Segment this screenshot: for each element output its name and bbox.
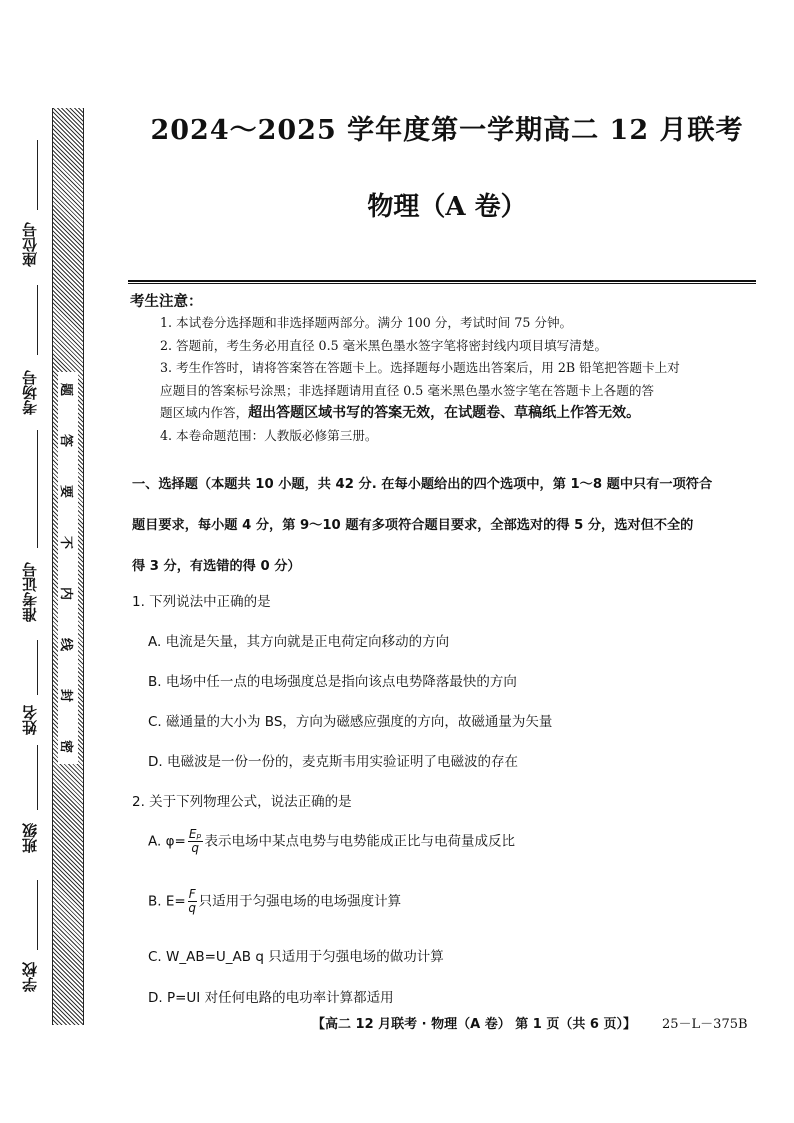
seal-char: 密 (58, 739, 74, 754)
notice-item: 3. 考生作答时，请将答案答在答题卡上。选择题每小题选出答案后，用 2B 铅笔把答题卡上对 (160, 360, 680, 375)
option-a-fraction (188, 828, 203, 855)
notice-item: 1. 本试卷分选择题和非选择题两部分。满分 100 分，考试时间 75 分钟。 (160, 315, 573, 330)
fraction-denominator: q (188, 901, 196, 915)
section-heading-line: 一、选择题（本题共 10 小题，共 42 分. 在每小题给出的四个选项中，第 1～8 题中只有一项符合 (132, 477, 713, 492)
ticket-number-line (37, 430, 38, 548)
question-1-option-a: A. 电流是矢量，其方向就是正电荷定向移动的方向 (148, 634, 450, 650)
question-2-option-d: D. P=UI 对任何电路的电功率计算都适用 (148, 990, 394, 1006)
question-2-stem: 2. 关于下列物理公式，说法正确的是 (132, 794, 352, 810)
paper-code: 25－L－375B (662, 1017, 748, 1032)
fraction-numerator: Eₚ (188, 827, 202, 841)
class-label: 班级 (21, 823, 39, 853)
seal-char: 内 (58, 586, 74, 601)
notice-item-cont (160, 402, 760, 425)
fraction-numerator: F (188, 887, 196, 901)
seal-char: 要 (58, 484, 74, 499)
notice-list (160, 312, 760, 447)
question-1-option-b: B. 电场中任一点的电场强度总是指向该点电势降落最快的方向 (148, 674, 517, 690)
name-line (37, 640, 38, 695)
seal-char: 封 (58, 688, 74, 703)
exam-subject: 物理（A 卷） (367, 192, 527, 222)
ticket-number-label: 准考证号 (21, 562, 39, 622)
question-1-option-d: D. 电磁波是一份一份的，麦克斯韦用实验证明了电磁波的存在 (148, 754, 518, 770)
exam-room-line (37, 285, 38, 355)
notice-item: 4. 本卷命题范围：人教版必修第三册。 (160, 427, 378, 443)
page-footer: 【高二 12 月联考 · 物理（A 卷） 第 1 页（共 6 页）】 (312, 1017, 636, 1032)
section-heading-line: 得 3 分，有选错的得 0 分） (132, 559, 301, 574)
exam-room-label: 考场号 (21, 370, 39, 415)
question-2-option-b (148, 888, 401, 915)
header-rule (128, 280, 756, 282)
seat-number-line (37, 140, 38, 210)
seat-number-label: 座位号 (21, 222, 39, 267)
question-2-option-a (148, 828, 515, 855)
class-line (37, 745, 38, 810)
option-a-formula-prefix: A. φ= (148, 833, 186, 850)
section-heading (132, 464, 762, 587)
question-2-option-c: C. W_AB=U_AB q 只适用于匀强电场的做功计算 (148, 949, 444, 965)
notice-heading: 考生注意： (130, 294, 203, 310)
notice-item: 2. 答题前，考生务必用直径 0.5 毫米黑色墨水签字笔将密封线内项目填写清楚。 (160, 337, 608, 353)
question-1-option-c: C. 磁通量的大小为 BS，方向为磁感应强度的方向，故磁通量为矢量 (148, 714, 553, 730)
seal-line-notice (58, 372, 78, 764)
header-rule-thin (128, 283, 756, 284)
option-b-text: 只适用于匀强电场的电场强度计算 (198, 893, 402, 910)
option-a-text: 表示电场中某点电势与电势能成正比与电荷量成反比 (204, 833, 516, 850)
exam-title: 2024～2025 学年度第一学期高二 12 月联考 (150, 115, 744, 146)
notice-text: 题区域内作答， (160, 405, 249, 420)
section-heading-line: 题目要求，每小题 4 分，第 9～10 题有多项符合题目要求，全部选对的得 5 分，选对但不全的 (132, 518, 694, 533)
question-1-stem: 1. 下列说法中正确的是 (132, 594, 271, 610)
name-label: 姓名 (21, 705, 39, 735)
option-b-formula-prefix: B. E= (148, 893, 186, 910)
seal-char: 答 (58, 433, 74, 448)
fraction-denominator: q (191, 841, 199, 855)
school-line (37, 880, 38, 950)
seal-char: 题 (58, 382, 74, 397)
notice-item-cont: 应题目的答案标号涂黑；非选择题请用直径 0.5 毫米黑色墨水签字笔在答题卡上各题的答 (160, 382, 655, 398)
seal-char: 不 (58, 535, 74, 550)
seal-char: 线 (58, 637, 74, 652)
notice-emphasis: 超出答题区域书写的答案无效，在试题卷、草稿纸上作答无效。 (248, 405, 641, 421)
option-b-fraction (188, 888, 197, 915)
school-label: 学校 (21, 962, 39, 992)
